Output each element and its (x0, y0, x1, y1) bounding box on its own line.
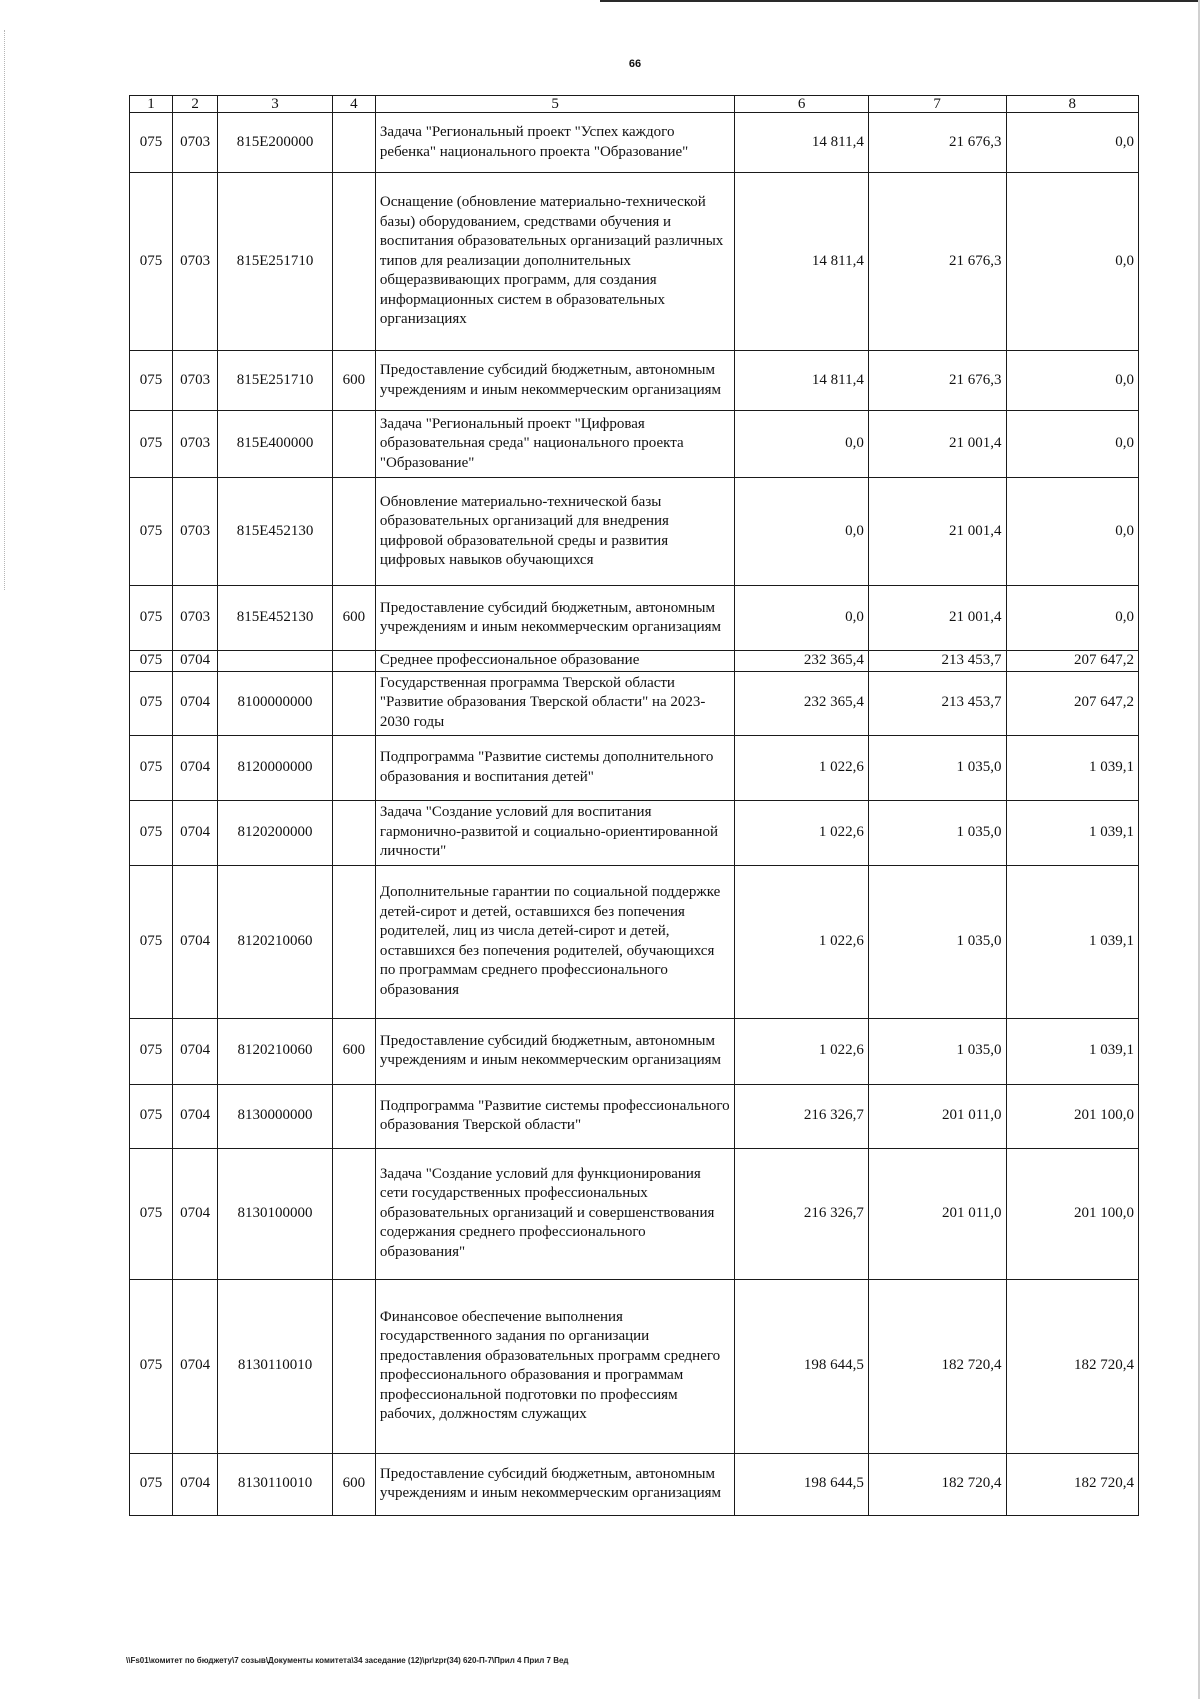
target-article-cell: 8120210060 (218, 865, 333, 1018)
scan-edge-top (600, 0, 1200, 2)
amount-col7-cell: 21 676,3 (868, 173, 1006, 351)
description-cell: Задача "Создание условий для воспитания гармонично-развитой и социально-ориентированной личности" (375, 800, 734, 865)
table-row (130, 411, 1139, 478)
amount-col7-cell: 1 035,0 (868, 800, 1006, 865)
expense-type-cell (332, 1084, 375, 1148)
admin-code-cell: 075 (130, 800, 173, 865)
column-header-4: 4 (332, 96, 375, 113)
amount-col6-cell: 232 365,4 (735, 651, 868, 672)
amount-col7-cell: 21 001,4 (868, 478, 1006, 586)
expense-type-cell (332, 735, 375, 800)
table-row (130, 671, 1139, 735)
amount-col8-cell: 182 720,4 (1006, 1279, 1139, 1453)
amount-col8-cell: 0,0 (1006, 411, 1139, 478)
amount-col7-cell: 21 676,3 (868, 113, 1006, 173)
description-cell: Подпрограмма "Развитие системы дополнительного образования и воспитания детей" (375, 735, 734, 800)
amount-col8-cell: 201 100,0 (1006, 1148, 1139, 1279)
expense-type-cell (332, 1148, 375, 1279)
amount-col6-cell: 216 326,7 (735, 1148, 868, 1279)
section-code-cell: 0703 (173, 586, 218, 651)
column-header-1: 1 (130, 96, 173, 113)
target-article-cell: 8120000000 (218, 735, 333, 800)
description-cell: Предоставление субсидий бюджетным, автономным учреждениям и иным некоммерческим организациям (375, 1453, 734, 1515)
description-cell: Подпрограмма "Развитие системы профессионального образования Тверской области" (375, 1084, 734, 1148)
amount-col8-cell: 182 720,4 (1006, 1453, 1139, 1515)
amount-col8-cell: 0,0 (1006, 351, 1139, 411)
amount-col6-cell: 0,0 (735, 411, 868, 478)
expense-type-cell (332, 113, 375, 173)
amount-col6-cell: 232 365,4 (735, 671, 868, 735)
amount-col8-cell: 0,0 (1006, 173, 1139, 351)
section-code-cell: 0704 (173, 735, 218, 800)
admin-code-cell: 075 (130, 351, 173, 411)
description-cell: Государственная программа Тверской области "Развитие образования Тверской области" на 2023-2030 годы (375, 671, 734, 735)
expense-type-cell (332, 671, 375, 735)
description-cell: Предоставление субсидий бюджетным, автономным учреждениям и иным некоммерческим организациям (375, 351, 734, 411)
amount-col7-cell: 21 676,3 (868, 351, 1006, 411)
section-code-cell: 0704 (173, 1084, 218, 1148)
amount-col8-cell: 0,0 (1006, 478, 1139, 586)
table-row (130, 1084, 1139, 1148)
amount-col7-cell: 1 035,0 (868, 865, 1006, 1018)
amount-col6-cell: 14 811,4 (735, 173, 868, 351)
table-row (130, 478, 1139, 586)
target-article-cell (218, 651, 333, 672)
target-article-cell: 815E200000 (218, 113, 333, 173)
target-article-cell: 8130110010 (218, 1453, 333, 1515)
amount-col7-cell: 21 001,4 (868, 586, 1006, 651)
column-header-7: 7 (868, 96, 1006, 113)
header-row (130, 96, 1139, 113)
table-row (130, 800, 1139, 865)
amount-col6-cell: 216 326,7 (735, 1084, 868, 1148)
description-cell: Задача "Региональный проект "Успех каждого ребенка" национального проекта "Образование" (375, 113, 734, 173)
section-code-cell: 0703 (173, 113, 218, 173)
description-cell: Среднее профессиональное образование (375, 651, 734, 672)
budget-table (129, 95, 1139, 1516)
description-cell: Задача "Создание условий для функционирования сети государственных профессиональных образовательных организаций и совершенствования содержания среднего профессионального образования" (375, 1148, 734, 1279)
table-row (130, 1018, 1139, 1084)
table-row (130, 865, 1139, 1018)
description-cell: Финансовое обеспечение выполнения государственного задания по организации предоставления образовательных программ среднего профессионального образования и программам профессиональной подготовки по профессиям рабочих, должностям служащих (375, 1279, 734, 1453)
column-header-8: 8 (1006, 96, 1139, 113)
amount-col7-cell: 1 035,0 (868, 1018, 1006, 1084)
amount-col8-cell: 201 100,0 (1006, 1084, 1139, 1148)
table-row (130, 1148, 1139, 1279)
amount-col6-cell: 198 644,5 (735, 1279, 868, 1453)
section-code-cell: 0704 (173, 1018, 218, 1084)
description-cell: Дополнительные гарантии по социальной поддержке детей-сирот и детей, оставшихся без попечения родителей, лиц из числа детей-сирот и детей, оставшихся без попечения родителей, обучающихся по программам среднего профессионального образования (375, 865, 734, 1018)
amount-col8-cell: 1 039,1 (1006, 865, 1139, 1018)
description-cell: Оснащение (обновление материально-технической базы) оборудованием, средствами обучения и воспитания образовательных организаций различных типов для реализации дополнительных общеразвивающих программ, для создания информационных систем в образовательных организациях (375, 173, 734, 351)
target-article-cell: 8100000000 (218, 671, 333, 735)
expense-type-cell (332, 865, 375, 1018)
admin-code-cell: 075 (130, 1148, 173, 1279)
amount-col6-cell: 0,0 (735, 478, 868, 586)
expense-type-cell (332, 1279, 375, 1453)
amount-col8-cell: 0,0 (1006, 113, 1139, 173)
amount-col8-cell: 1 039,1 (1006, 735, 1139, 800)
column-header-6: 6 (735, 96, 868, 113)
amount-col7-cell: 213 453,7 (868, 671, 1006, 735)
target-article-cell: 815E400000 (218, 411, 333, 478)
section-code-cell: 0704 (173, 1453, 218, 1515)
column-header-3: 3 (218, 96, 333, 113)
target-article-cell: 8120200000 (218, 800, 333, 865)
expense-type-cell: 600 (332, 1453, 375, 1515)
target-article-cell: 815E251710 (218, 173, 333, 351)
target-article-cell: 8130100000 (218, 1148, 333, 1279)
expense-type-cell: 600 (332, 1018, 375, 1084)
table-header (130, 96, 1139, 113)
expense-type-cell: 600 (332, 351, 375, 411)
amount-col7-cell: 201 011,0 (868, 1148, 1006, 1279)
admin-code-cell: 075 (130, 411, 173, 478)
footer-file-path: \\Fs01\комитет по бюджету\7 созыв\Документы комитета\34 заседание (12)\pr\zpr(34) 620-П-7\Прил 4 Прил 7 Вед (126, 1656, 569, 1665)
amount-col8-cell: 207 647,2 (1006, 651, 1139, 672)
admin-code-cell: 075 (130, 173, 173, 351)
description-cell: Предоставление субсидий бюджетным, автономным учреждениям и иным некоммерческим организациям (375, 586, 734, 651)
amount-col7-cell: 182 720,4 (868, 1453, 1006, 1515)
admin-code-cell: 075 (130, 113, 173, 173)
table-row (130, 586, 1139, 651)
section-code-cell: 0704 (173, 651, 218, 672)
amount-col8-cell: 1 039,1 (1006, 800, 1139, 865)
amount-col7-cell: 201 011,0 (868, 1084, 1006, 1148)
expense-type-cell (332, 411, 375, 478)
amount-col8-cell: 1 039,1 (1006, 1018, 1139, 1084)
section-code-cell: 0704 (173, 1279, 218, 1453)
admin-code-cell: 075 (130, 651, 173, 672)
description-cell: Предоставление субсидий бюджетным, автономным учреждениям и иным некоммерческим организациям (375, 1018, 734, 1084)
section-code-cell: 0703 (173, 478, 218, 586)
expense-type-cell (332, 651, 375, 672)
amount-col7-cell: 21 001,4 (868, 411, 1006, 478)
admin-code-cell: 075 (130, 735, 173, 800)
amount-col6-cell: 14 811,4 (735, 351, 868, 411)
description-cell: Обновление материально-технической базы образовательных организаций для внедрения цифровой образовательной среды и развития цифровых навыков обучающихся (375, 478, 734, 586)
amount-col8-cell: 207 647,2 (1006, 671, 1139, 735)
amount-col6-cell: 1 022,6 (735, 865, 868, 1018)
admin-code-cell: 075 (130, 586, 173, 651)
admin-code-cell: 075 (130, 865, 173, 1018)
table-row (130, 351, 1139, 411)
table-row (130, 1279, 1139, 1453)
expense-type-cell: 600 (332, 586, 375, 651)
amount-col6-cell: 14 811,4 (735, 113, 868, 173)
column-header-2: 2 (173, 96, 218, 113)
section-code-cell: 0703 (173, 173, 218, 351)
scan-margin-dots (4, 30, 7, 590)
admin-code-cell: 075 (130, 1084, 173, 1148)
table-row (130, 173, 1139, 351)
table-row (130, 1453, 1139, 1515)
admin-code-cell: 075 (130, 1018, 173, 1084)
expense-type-cell (332, 478, 375, 586)
section-code-cell: 0703 (173, 411, 218, 478)
page-number: 66 (628, 58, 642, 70)
admin-code-cell: 075 (130, 1279, 173, 1453)
description-cell: Задача "Региональный проект "Цифровая образовательная среда" национального проекта "Образование" (375, 411, 734, 478)
table-body (130, 113, 1139, 1516)
amount-col7-cell: 213 453,7 (868, 651, 1006, 672)
admin-code-cell: 075 (130, 1453, 173, 1515)
admin-code-cell: 075 (130, 478, 173, 586)
amount-col7-cell: 1 035,0 (868, 735, 1006, 800)
target-article-cell: 815E251710 (218, 351, 333, 411)
amount-col6-cell: 0,0 (735, 586, 868, 651)
expense-type-cell (332, 800, 375, 865)
table-row (130, 113, 1139, 173)
amount-col6-cell: 1 022,6 (735, 800, 868, 865)
section-code-cell: 0704 (173, 1148, 218, 1279)
target-article-cell: 815E452130 (218, 586, 333, 651)
section-code-cell: 0703 (173, 351, 218, 411)
admin-code-cell: 075 (130, 671, 173, 735)
section-code-cell: 0704 (173, 865, 218, 1018)
amount-col7-cell: 182 720,4 (868, 1279, 1006, 1453)
amount-col6-cell: 198 644,5 (735, 1453, 868, 1515)
table-row (130, 735, 1139, 800)
target-article-cell: 8120210060 (218, 1018, 333, 1084)
target-article-cell: 815E452130 (218, 478, 333, 586)
section-code-cell: 0704 (173, 800, 218, 865)
amount-col8-cell: 0,0 (1006, 586, 1139, 651)
target-article-cell: 8130110010 (218, 1279, 333, 1453)
target-article-cell: 8130000000 (218, 1084, 333, 1148)
section-code-cell: 0704 (173, 671, 218, 735)
amount-col6-cell: 1 022,6 (735, 1018, 868, 1084)
table-row (130, 651, 1139, 672)
amount-col6-cell: 1 022,6 (735, 735, 868, 800)
column-header-5: 5 (375, 96, 734, 113)
expense-type-cell (332, 173, 375, 351)
